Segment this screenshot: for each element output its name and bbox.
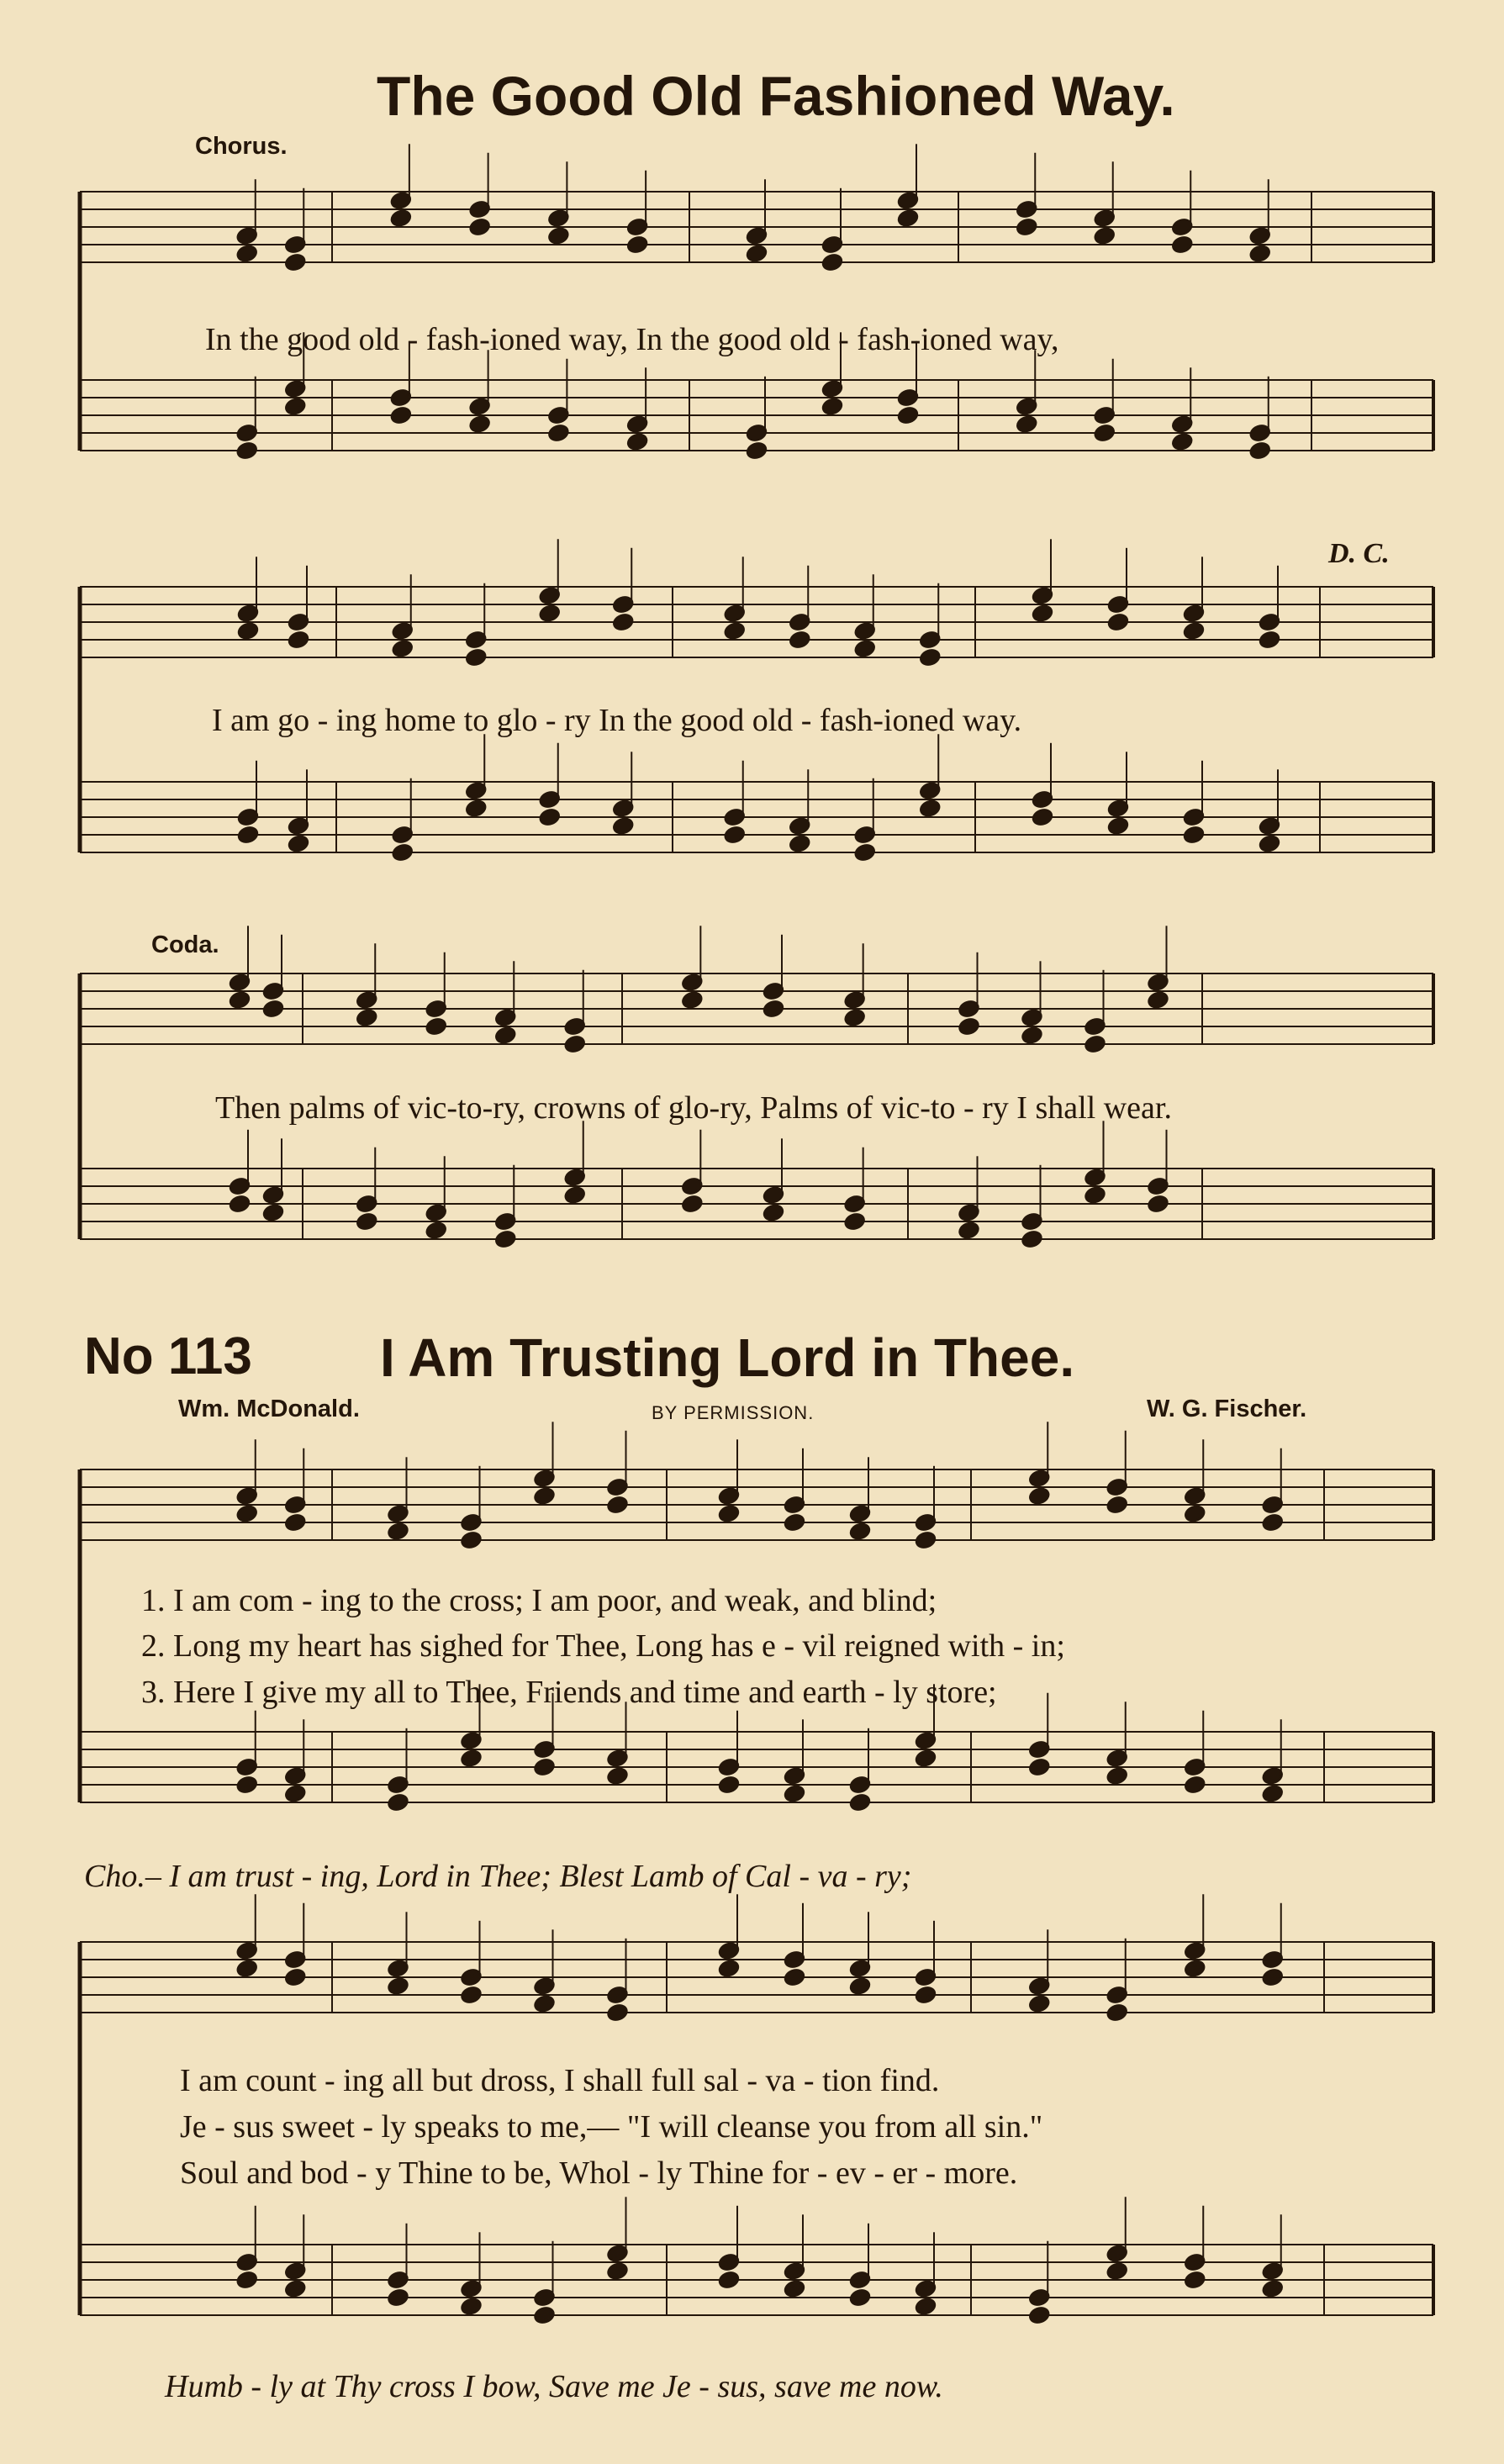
song2-composer: W. G. Fischer.: [1147, 1396, 1307, 1422]
song1-lyric-line-2: I am go - ing home to glo - ry In the good old - fash-ioned way.: [212, 703, 1022, 738]
song2-verse-3-line-b: Soul and bod - y Thine to be, Whol - ly Thine for - ev - er - more.: [180, 2155, 1018, 2191]
song2-verse-1-line-a: 1. I am com - ing to the cross; I am poor, and weak, and blind;: [141, 1583, 937, 1618]
song2-author: Wm. McDonald.: [178, 1396, 360, 1422]
song2-permission: BY PERMISSION.: [652, 1402, 815, 1423]
song1-lyric-line-1: In the good old - fash-ioned way, In the good old - fash-ioned way,: [205, 322, 1059, 357]
song1-chorus-label: Chorus.: [195, 133, 288, 160]
song1-coda-label: Coda.: [151, 931, 219, 958]
song2-number: No 113: [84, 1327, 252, 1385]
song1-lyric-line-3: Then palms of vic-to-ry, crowns of glo-ry, Palms of vic-to - ry I shall wear.: [215, 1090, 1172, 1126]
song2-verse-3-line-a: 3. Here I give my all to Thee, Friends and time and earth - ly store;: [141, 1675, 997, 1710]
song2-chorus-line-b: Humb - ly at Thy cross I bow, Save me Je - sus, save me now.: [165, 2369, 943, 2404]
song2-verse-1-line-b: I am count - ing all but dross, I shall full sal - va - tion find.: [180, 2063, 940, 2098]
song2-title: I Am Trusting Lord in Thee.: [380, 1327, 1075, 1388]
song1-title: The Good Old Fashioned Way.: [377, 65, 1175, 127]
song2-verse-2-line-a: 2. Long my heart has sighed for Thee, Long has e - vil reigned with - in;: [141, 1628, 1065, 1664]
song1-dc-label: D. C.: [1328, 538, 1390, 569]
song2-verse-2-line-b: Je - sus sweet - ly speaks to me,— "I will cleanse you from all sin.": [180, 2109, 1043, 2145]
song2-chorus-line-a: Cho.– I am trust - ing, Lord in Thee; Blest Lamb of Cal - va - ry;: [84, 1859, 912, 1894]
